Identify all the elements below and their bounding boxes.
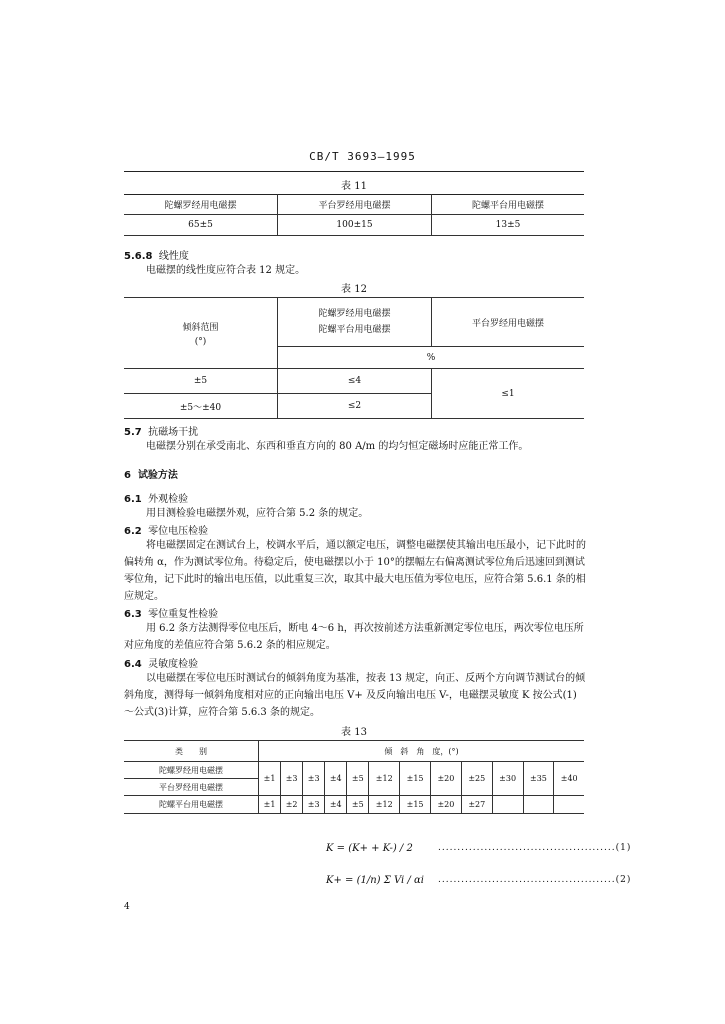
page-number: 4 <box>124 902 130 912</box>
table13-angle-cell: ±4 <box>325 796 347 814</box>
section-6-2-heading: 6.2 零位电压检验 <box>124 526 209 537</box>
table13-angle-cell: ±5 <box>347 762 369 796</box>
table13-angle-cell: ±15 <box>400 762 431 796</box>
table12-col3-header: 平台罗经用电磁摆 <box>432 298 585 347</box>
table13-type-cell: 陀螺平台用电磁摆 <box>124 796 259 814</box>
table12-range-cell: ±5 <box>124 369 278 394</box>
section-5-6-8-text: 电磁摆的线性度应符合表 12 规定。 <box>146 265 306 276</box>
table13-angle-cell: ±20 <box>431 762 462 796</box>
table11 <box>124 194 584 236</box>
table11-header-cell: 陀螺平台用电磁摆 <box>432 194 585 215</box>
table12-col1-header: 倾斜范围 <box>182 322 219 333</box>
section-5-7-heading: 5.7 抗磁场干扰 <box>124 427 199 438</box>
table11-header-cell: 平台罗经用电磁摆 <box>278 194 432 215</box>
table13-angle-header: 倾 斜 角 度，(°) <box>259 741 585 762</box>
table11-value-cell: 65±5 <box>124 215 278 236</box>
section-6-1-heading: 6.1 外观检验 <box>124 494 189 505</box>
section-6-1-text: 用目测检验电磁摆外观，应符合第 5.2 条的规定。 <box>146 508 369 519</box>
section-6-3-text: 用 6.2 条方法测得零位电压后，断电 4～6 h，再次按前述方法重新测定零位电压，两次零位电压所 对应角度的差值应符合第 5.6.2 条的相应规定。 <box>124 623 584 651</box>
table12-value-cell: ≤4 <box>278 369 432 394</box>
table13-angle-cell: ±35 <box>523 762 554 796</box>
table13-type-cell: 陀螺罗经用电磁摆 <box>124 762 259 779</box>
section-5-6-8-heading: 5.6.8 线性度 <box>124 251 189 262</box>
table13-angle-cell: ±4 <box>325 762 347 796</box>
table13-angle-cell: ±1 <box>259 762 281 796</box>
table12-col1-unit: (°) <box>194 336 207 347</box>
table13-angle-cell: ±20 <box>431 796 462 814</box>
table13-angle-cell: ±30 <box>492 762 523 796</box>
table11-value-cell: 100±15 <box>278 215 432 236</box>
formula-1: K = (K+ + K-) / 2 <box>326 843 413 854</box>
table13-angle-cell <box>554 796 584 814</box>
table11-header-cell: 陀螺罗经用电磁摆 <box>124 194 278 215</box>
table11-value-cell: 13±5 <box>432 215 585 236</box>
table13 <box>124 740 584 814</box>
table12-col2-line2: 陀螺平台用电磁摆 <box>318 325 391 335</box>
formula-2: K+ = (1/n) Σ Vi / αi <box>326 875 424 886</box>
table13-angle-cell: ±40 <box>554 762 584 796</box>
table12-value-cell: ≤1 <box>432 369 585 419</box>
formula-1-leader: ..............................................(1) <box>438 843 632 853</box>
table13-angle-cell: ±2 <box>281 796 303 814</box>
section-6-heading: 6 试验方法 <box>124 470 178 481</box>
table13-angle-cell: ±15 <box>400 796 431 814</box>
table13-angle-cell: ±5 <box>347 796 369 814</box>
table13-angle-cell: ±12 <box>369 796 400 814</box>
table12-caption: 表 12 <box>341 284 367 295</box>
header-rule <box>124 171 584 172</box>
section-6-2-text: 将电磁摆固定在测试台上，校调水平后，通以额定电压，调整电磁摆使其输出电压最小，记下此时的 偏转角 α，作为测试零位角。待稳定后，使电磁摆以小于 10°的摆幅左右偏离测试零位角后迅速回到测试 零位角，记下此时的输出电压值，以此重复三次，取其中最大电压值为零位电压，应符合第 5.6.1 条的相 应规定。 <box>124 540 586 602</box>
table12-col2-line1: 陀螺罗经用电磁摆 <box>318 309 391 319</box>
table13-angle-cell <box>492 796 523 814</box>
table13-angle-cell: ±12 <box>369 762 400 796</box>
table13-angle-cell: ±1 <box>259 796 281 814</box>
table12-unit: % <box>278 347 585 369</box>
standard-header: CB/T 3693—1995 <box>309 150 416 163</box>
section-6-4-heading: 6.4 灵敏度检验 <box>124 659 199 670</box>
table13-type-header: 类 别 <box>124 741 259 762</box>
table13-angle-cell: ±27 <box>461 796 492 814</box>
table13-angle-cell: ±3 <box>281 762 303 796</box>
formula-2-leader: ..............................................(2) <box>438 875 632 885</box>
table12 <box>124 297 584 419</box>
table13-angle-cell: ±3 <box>303 762 325 796</box>
table12-range-cell: ±5～±40 <box>124 394 278 419</box>
section-6-3-heading: 6.3 零位重复性检验 <box>124 609 219 620</box>
table12-value-cell: ≤2 <box>278 394 432 419</box>
table13-angle-cell <box>523 796 554 814</box>
table13-type-cell: 平台罗经用电磁摆 <box>124 779 259 796</box>
section-5-7-text: 电磁摆分别在承受南北、东西和垂直方向的 80 A/m 的均匀恒定磁场时应能正常工作。 <box>146 441 529 452</box>
table13-angle-cell: ±3 <box>303 796 325 814</box>
table13-angle-cell: ±25 <box>461 762 492 796</box>
table13-caption: 表 13 <box>341 727 367 738</box>
table11-caption: 表 11 <box>341 181 367 192</box>
section-6-4-text: 以电磁摆在零位电压时测试台的倾斜角度为基准，按表 13 规定，向正、反两个方向调节测试台的倾 斜角度，测得每一倾斜角度相对应的正向输出电压 V+ 及反向输出电压 V-，电磁摆灵敏度 K 按公式(1) ～公式(3)计算，应符合第 5.6.3 条的规定。 <box>124 673 586 718</box>
